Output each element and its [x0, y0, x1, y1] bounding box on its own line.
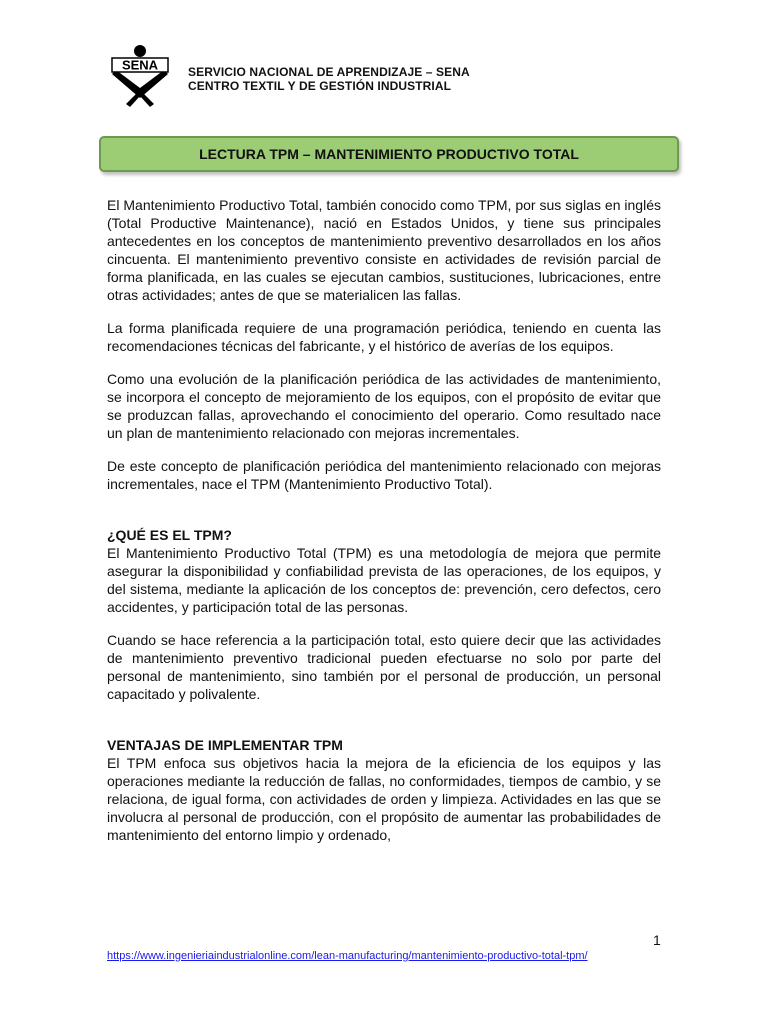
footnote-link[interactable]: https://www.ingenieriaindustrialonline.com/lean-manufacturing/mantenimiento-productivo-total-tpm/: [107, 950, 588, 962]
section-heading-advantages: VENTAJAS DE IMPLEMENTAR TPM: [107, 737, 343, 753]
document-body: [107, 196, 661, 859]
section-paragraph: El TPM enfoca sus objetivos hacia la mejora de la eficiencia de los equipos y las operaciones mediante la reducción de fallas, no conformidades, tiempos de cambio, y se relaciona, de igual forma, con actividades de orden y limpieza. Actividades en las que se involucra al personal de producción, con el propósito de aumentar las probabilidades de mantenimiento del entorno limpio y ordenado,: [107, 755, 661, 843]
page-number: 1: [653, 932, 661, 948]
intro-paragraph: Como una evolución de la planificación periódica de las actividades de mantenimiento, se incorpora el concepto de mejoramiento de los equipos, con el propósito de evitar que se produzcan fallas, aprovechando el conocimiento del operario. Como resultado nace un plan de mantenimiento relacionado con mejoras incrementales.: [107, 371, 661, 441]
section-heading-what-is-tpm: ¿QUÉ ES EL TPM?: [107, 527, 232, 543]
intro-paragraph: La forma planificada requiere de una programación periódica, teniendo en cuenta las recomendaciones técnicas del fabricante, y el histórico de averías de los equipos.: [107, 320, 661, 354]
sena-logo: [106, 44, 174, 108]
section-paragraph: Cuando se hace referencia a la participación total, esto quiere decir que las actividades de mantenimiento preventivo tradicional pueden efectuarse no solo por parte del personal de mantenimiento, sino también por el personal de producción, un personal capacitado y polivalente.: [107, 632, 661, 702]
section-paragraph: El Mantenimiento Productivo Total (TPM) es una metodología de mejora que permite asegurar la disponibilidad y confiabilidad prevista de las operaciones, de los equipos, y del sistema, mediante la aplicación de los conceptos de: prevención, cero defectos, cero accidentes, y participación total de las personas.: [107, 545, 661, 615]
sena-logo-text: SENA: [121, 57, 159, 73]
intro-paragraph: De este concepto de planificación periódica del mantenimiento relacionado con mejoras incrementales, nace el TPM (Mantenimiento Productivo Total).: [107, 458, 661, 492]
intro-paragraph: El Mantenimiento Productivo Total, también conocido como TPM, por sus siglas en inglés (Total Productive Maintenance), nació en Estados Unidos, y tiene sus principales antecedentes en los conceptos de mantenimiento preventivo desarrollados en los años cincuenta. El mantenimiento preventivo consiste en actividades de revisión parcial de forma planificada, en las cuales se ejecutan cambios, sustituciones, lubricaciones, entre otras actividades; antes de que se materialicen las fallas.: [107, 197, 661, 303]
document-title: LECTURA TPM – MANTENIMIENTO PRODUCTIVO TOTAL: [99, 136, 679, 172]
org-name: SERVICIO NACIONAL DE APRENDIZAJE – SENA: [188, 65, 470, 79]
organization-header: [188, 65, 470, 93]
org-center: CENTRO TEXTIL Y DE GESTIÓN INDUSTRIAL: [188, 79, 452, 93]
